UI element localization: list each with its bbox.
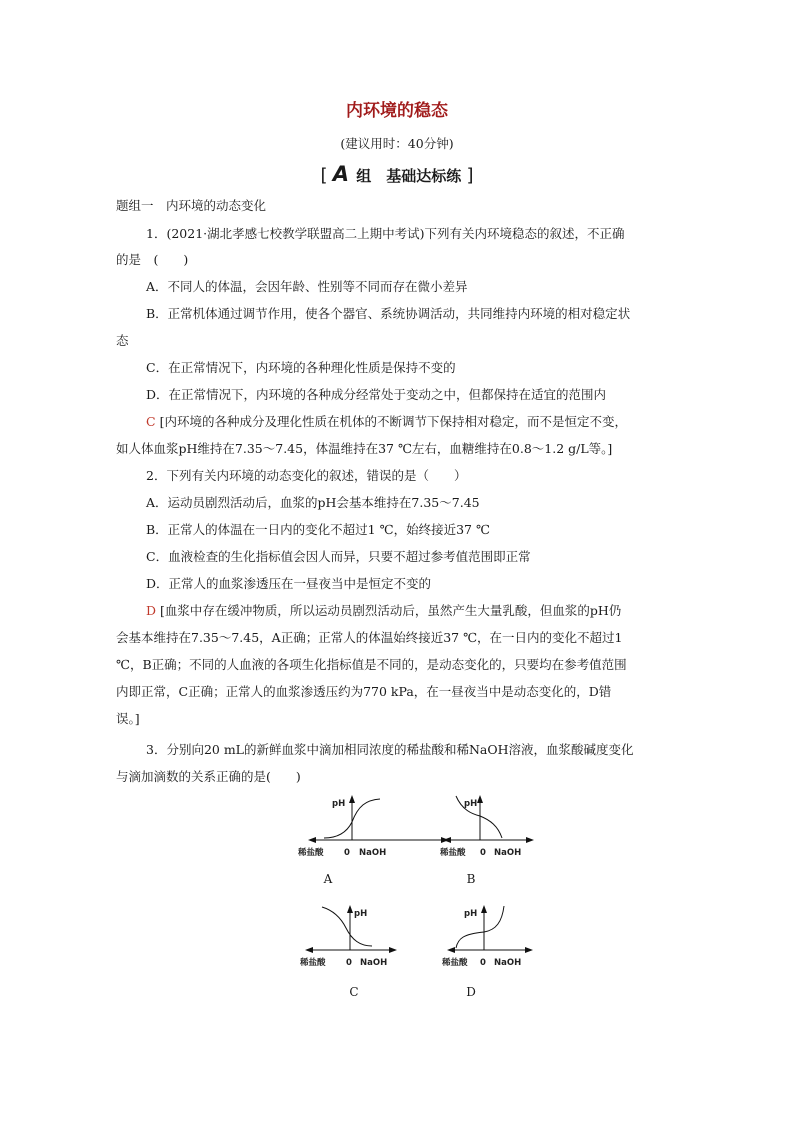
fig-b-left-label: 稀盐酸 bbox=[440, 848, 466, 858]
figure-d-caption: D bbox=[466, 985, 476, 999]
fig-d-origin: 0 bbox=[480, 958, 486, 968]
q2-explanation-line3: ℃，B正确；不同的人血液的各项生化指标值是不同的，是动态变化的，只要均在参考值范围 bbox=[116, 657, 627, 672]
q2-explanation-line2: 会基本维持在7.35～7.45，A正确；正常人的体温始终接近37 ℃，在一日内的变化不超过1 bbox=[116, 630, 623, 645]
suggested-time: (建议用时：40分钟) bbox=[340, 136, 454, 151]
figure-c-caption: C bbox=[349, 985, 359, 999]
fig-a-origin: 0 bbox=[344, 848, 350, 858]
q1-option-b-line2: 态 bbox=[116, 333, 129, 348]
q2-option-c: C．血液检查的生化指标值会因人而异，只要不超过参考值范围即正常 bbox=[146, 549, 531, 564]
figure-d bbox=[440, 902, 680, 974]
q3-stem-line2: 与滴加滴数的关系正确的是( ) bbox=[116, 769, 301, 784]
fig-d-y-label: pH bbox=[464, 909, 478, 919]
group-bracket-close: ] bbox=[466, 165, 474, 186]
q1-answer: C bbox=[146, 414, 156, 429]
q2-answer: D bbox=[146, 603, 157, 618]
q1-option-d: D．在正常情况下，内环境的各种成分经常处于变动之中，但都保持在适宜的范围内 bbox=[146, 387, 607, 402]
group-label-text: 组 基础达标练 bbox=[356, 167, 462, 185]
page-title: 内环境的稳态 bbox=[346, 101, 448, 121]
figure-a-caption: A bbox=[323, 872, 333, 886]
q2-explanation-line1 bbox=[146, 601, 690, 621]
q2-explanation-line4: 内即正常，C正确；正常人的血浆渗透压约为770 kPa，在一昼夜当中是动态变化的，D错 bbox=[116, 684, 612, 699]
q1-explanation-line2: 如人体血浆pH维持在7.35～7.45，体温维持在37 ℃左右，血糖维持在0.8～1.2 g/L等。] bbox=[116, 441, 613, 456]
section-heading: 题组一 内环境的动态变化 bbox=[116, 198, 267, 213]
q2-option-d: D．正常人的血浆渗透压在一昼夜当中是恒定不变的 bbox=[146, 576, 432, 591]
group-letter: A bbox=[332, 162, 349, 186]
fig-c-origin: 0 bbox=[346, 958, 352, 968]
fig-a-left-label: 稀盐酸 bbox=[298, 848, 324, 858]
q2-explanation-text: [血浆中存在缓冲物质，所以运动员剧烈活动后，虽然产生大量乳酸，但血浆的pH仍 bbox=[160, 603, 622, 618]
group-bracket-open: [ bbox=[320, 165, 328, 186]
fig-c-y-label: pH bbox=[354, 909, 368, 919]
q2-stem: 2．下列有关内环境的动态变化的叙述，错误的是（ ） bbox=[146, 468, 467, 483]
q1-option-b-line1: B．正常机体通过调节作用，使各个器官、系统协调活动，共同维持内环境的相对稳定状 bbox=[146, 306, 631, 321]
q1-option-c: C．在正常情况下，内环境的各种理化性质是保持不变的 bbox=[146, 360, 456, 375]
fig-c-left-label: 稀盐酸 bbox=[300, 958, 326, 968]
q3-stem-line1: 3．分别向20 mL的新鲜血浆中滴加相同浓度的稀盐酸和稀NaOH溶液，血浆酸碱度变化 bbox=[146, 742, 634, 757]
q2-option-b: B．正常人的体温在一日内的变化不超过1 ℃，始终接近37 ℃ bbox=[146, 522, 490, 537]
fig-b-origin: 0 bbox=[480, 848, 486, 858]
q2-option-a: A．运动员剧烈活动后，血浆的pH会基本维持在7.35～7.45 bbox=[146, 495, 480, 510]
fig-d-right-label: NaOH bbox=[494, 958, 522, 968]
fig-b-y-label: pH bbox=[464, 799, 478, 809]
group-heading bbox=[0, 162, 794, 186]
figure-b-caption: B bbox=[466, 872, 476, 886]
fig-a-y-label: pH bbox=[332, 799, 346, 809]
fig-d-left-label: 稀盐酸 bbox=[442, 958, 468, 968]
q1-explanation-text: [内环境的各种成分及理化性质在机体的不断调节下保持相对稳定，而不是恒定不变， bbox=[159, 414, 627, 429]
fig-c-right-label: NaOH bbox=[360, 958, 388, 968]
q2-explanation-line5: 误。] bbox=[116, 711, 140, 726]
fig-b-right-label: NaOH bbox=[494, 848, 522, 858]
fig-a-right-label: NaOH bbox=[359, 848, 387, 858]
figure-b bbox=[436, 792, 676, 864]
q1-stem-line2: 的是 ( ) bbox=[116, 252, 189, 267]
q1-stem-line1: 1．(2021·湖北孝感七校教学联盟高二上期中考试)下列有关内环境稳态的叙述，不正确 bbox=[146, 226, 625, 241]
q1-option-a: A．不同人的体温，会因年龄、性别等不同而存在微小差异 bbox=[146, 279, 468, 294]
q1-explanation-line1 bbox=[146, 412, 690, 432]
